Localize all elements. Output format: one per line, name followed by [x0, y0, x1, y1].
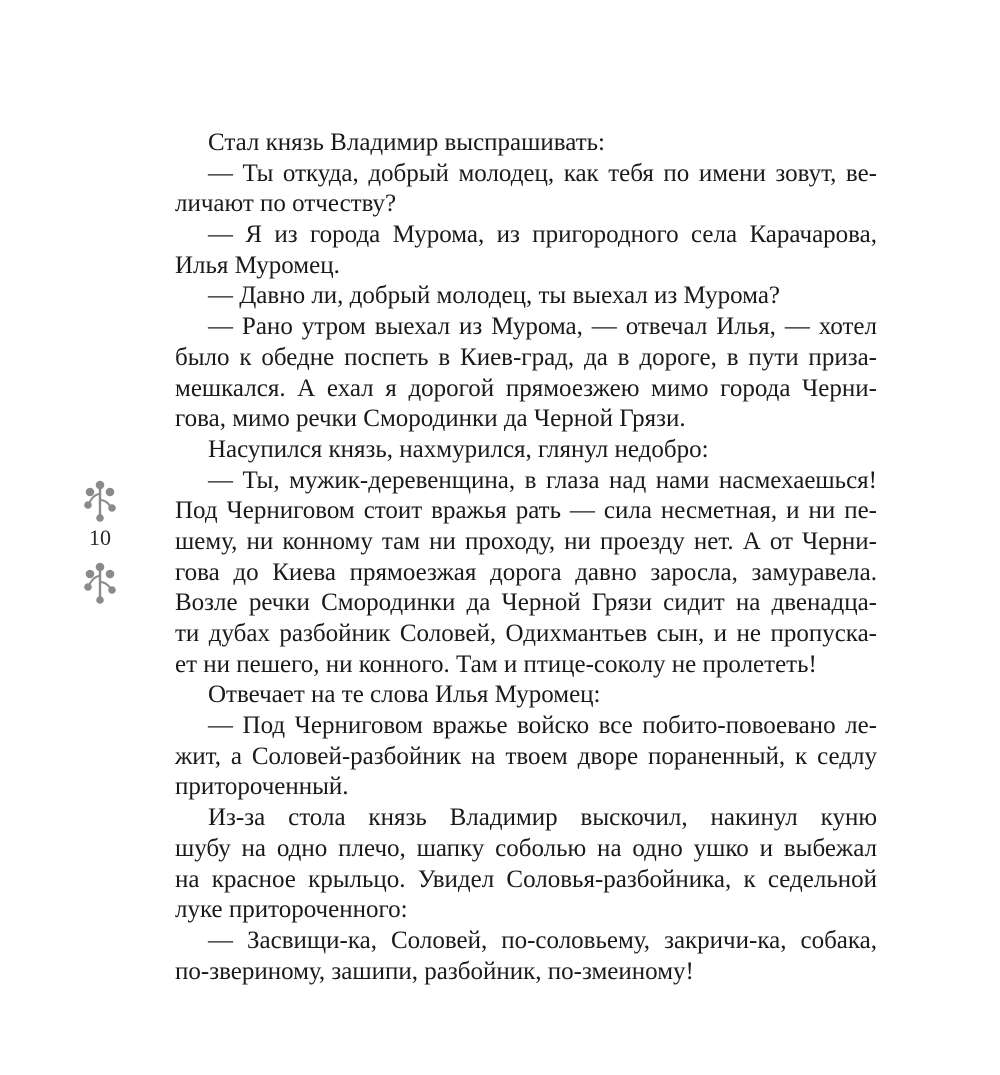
text-line: гова, мимо речки Смородинки да Черной Грязи.	[175, 405, 686, 433]
text-line: личают по отчеству?	[175, 190, 397, 218]
text-line: на красное крыльцо. Увидел Соловья-разбойника, к седельной	[175, 865, 877, 893]
text-line: — Давно ли, добрый молодец, ты выехал из Мурома?	[208, 282, 781, 310]
text-line: Илья Муромец.	[175, 251, 340, 279]
leaf-sprig-icon	[78, 560, 122, 604]
text-line: притороченный.	[175, 773, 349, 801]
text-line: луке притороченного:	[175, 896, 408, 924]
text-line: шему, ни конному там ни проходу, ни проезду нет. А от Черни-	[175, 527, 877, 555]
text-line: по-звериному, зашипи, разбойник, по-змеиному!	[175, 957, 694, 985]
text-line: — Ты, мужик-деревенщина, в глаза над нами насмехаешься!	[208, 466, 877, 494]
text-line: Под Черниговом стоит вражья рать — сила несметная, и ни пе-	[175, 497, 877, 525]
text-line: Отвечает на те слова Илья Муромец:	[208, 681, 601, 709]
text-line: мешкался. А ехал я дорогой прямоезжею мимо города Черни-	[175, 374, 877, 402]
main-text	[175, 128, 877, 987]
text-line: — Ты откуда, добрый молодец, как тебя по имени зовут, ве-	[208, 159, 877, 187]
text-line: жит, а Соловей-разбойник на твоем дворе пораненный, к седлу	[175, 742, 877, 770]
text-line: Из-за стола князь Владимир выскочил, накинул куню	[208, 804, 877, 832]
text-line: гова до Киева прямоезжая дорога давно заросла, замуравела.	[175, 558, 877, 586]
text-line: — Засвищи-ка, Соловей, по-соловьему, закричи-ка, собака,	[208, 926, 877, 954]
text-line: — Я из города Мурома, из пригородного села Карачарова,	[208, 221, 877, 249]
text-line: было к обедне поспеть в Киев-град, да в дороге, в пути приза-	[175, 343, 877, 371]
leaf-sprig-icon	[78, 478, 122, 522]
text-line: — Под Черниговом вражье войско все побито-повоевано ле-	[208, 712, 877, 740]
text-line: — Рано утром выехал из Мурома, — отвечал Илья, — хотел	[208, 313, 877, 341]
text-line: Возле речки Смородинки да Черной Грязи сидит на двенадца-	[175, 589, 877, 617]
text-line: Насупился князь, нахмурился, глянул недобро:	[208, 435, 709, 463]
text-line: Стал князь Владимир выспрашивать:	[208, 129, 605, 156]
text-line: шубу на одно плечо, шапку соболью на одно ушко и выбежал	[175, 834, 877, 862]
page-number: 10	[89, 525, 111, 550]
text-line: ти дубах разбойник Соловей, Одихмантьев сын, и не пропуска-	[175, 620, 877, 647]
text-line: ет ни пешего, ни конного. Там и птице-соколу не пролететь!	[175, 650, 817, 678]
